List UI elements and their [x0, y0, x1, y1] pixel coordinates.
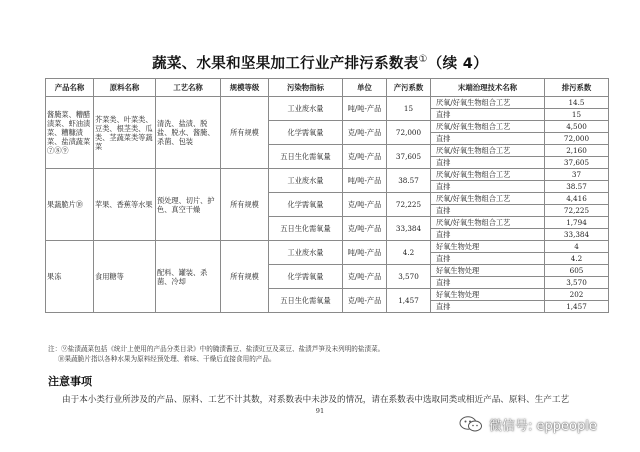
unit-cell: 克/吨-产品 — [343, 121, 387, 145]
discharge-coefficient-cell: 38.57 — [545, 181, 609, 193]
unit-cell: 克/吨-产品 — [343, 265, 387, 289]
generation-coefficient-cell: 1,457 — [387, 289, 431, 313]
treatment-tech-cell: 直排 — [431, 133, 545, 145]
treatment-tech-cell: 好氧生物处理 — [431, 265, 545, 277]
unit-cell: 克/吨-产品 — [343, 193, 387, 217]
treatment-tech-cell: 直排 — [431, 181, 545, 193]
indicator-cell: 化学需氧量 — [269, 121, 343, 145]
treatment-tech-cell: 厌氧/好氧生物组合工艺 — [431, 121, 545, 133]
scale-cell: 所有规模 — [221, 241, 269, 313]
unit-cell: 吨/吨-产品 — [343, 241, 387, 265]
generation-coefficient-cell: 72,225 — [387, 193, 431, 217]
wechat-icon — [459, 416, 483, 432]
indicator-cell: 五日生化需氧量 — [269, 289, 343, 313]
unit-cell: 吨/吨-产品 — [343, 169, 387, 193]
header-cell: 产污系数 — [387, 79, 431, 97]
treatment-tech-cell: 直排 — [431, 205, 545, 217]
table-row — [46, 169, 609, 181]
header-cell: 排污系数 — [545, 79, 609, 97]
discharge-coefficient-cell: 2,160 — [545, 145, 609, 157]
generation-coefficient-cell: 38.57 — [387, 169, 431, 193]
watermark — [459, 415, 597, 433]
discharge-coefficient-cell: 72,000 — [545, 133, 609, 145]
table-title: 蔬菜、水果和坚果加工行业产排污系数表①（续 4） — [152, 54, 488, 72]
page-number: 91 — [315, 407, 325, 415]
discharge-coefficient-cell: 1,457 — [545, 301, 609, 313]
unit-cell: 克/吨-产品 — [343, 289, 387, 313]
table-body — [46, 97, 609, 313]
product-name-cell: 酱腌菜、糟醋渍菜、虾油渍菜、糟糠渍菜、盐渍蔬菜⑦⑧⑨ — [46, 97, 94, 169]
scale-cell: 所有规模 — [221, 97, 269, 169]
header-cell: 产品名称 — [46, 79, 94, 97]
unit-cell: 吨/吨-产品 — [343, 97, 387, 121]
treatment-tech-cell: 直排 — [431, 253, 545, 265]
discharge-coefficient-cell: 33,384 — [545, 229, 609, 241]
table-row — [46, 97, 609, 109]
table-row — [46, 241, 609, 253]
watermark-text: 微信号: eppeople — [489, 418, 597, 434]
coefficient-table — [45, 78, 609, 313]
discharge-coefficient-cell: 605 — [545, 265, 609, 277]
treatment-tech-cell: 厌氧/好氧生物组合工艺 — [431, 145, 545, 157]
treatment-tech-cell: 厌氧/好氧生物组合工艺 — [431, 97, 545, 109]
product-name-cell: 果冻 — [46, 241, 94, 313]
generation-coefficient-cell: 15 — [387, 97, 431, 121]
header-cell: 末端治理技术名称 — [431, 79, 545, 97]
discharge-coefficient-cell: 15 — [545, 109, 609, 121]
indicator-cell: 工业废水量 — [269, 169, 343, 193]
indicator-cell: 工业废水量 — [269, 241, 343, 265]
unit-cell: 克/吨-产品 — [343, 217, 387, 241]
note-line: 注：⑨盐渍蔬菜包括《统计上使用的产品分类目录》中的腌渍酱豆、盐渍豇豆及菜豆、盐渍芦笋及未列明的盐渍菜。 — [48, 345, 385, 353]
indicator-cell: 五日生化需氧量 — [269, 217, 343, 241]
header-cell: 原料名称 — [94, 79, 156, 97]
generation-coefficient-cell: 37,605 — [387, 145, 431, 169]
generation-coefficient-cell: 33,384 — [387, 217, 431, 241]
header-cell: 规模等级 — [221, 79, 269, 97]
header-cell: 单位 — [343, 79, 387, 97]
header-row — [46, 79, 609, 97]
treatment-tech-cell: 直排 — [431, 229, 545, 241]
generation-coefficient-cell: 3,570 — [387, 265, 431, 289]
generation-coefficient-cell: 4.2 — [387, 241, 431, 265]
treatment-tech-cell: 直排 — [431, 277, 545, 289]
process-name-cell: 预处理、切片、护色、真空干燥 — [156, 169, 221, 241]
process-name-cell: 配料、罐装、杀菌、冷却 — [156, 241, 221, 313]
treatment-tech-cell: 厌氧/好氧生物组合工艺 — [431, 193, 545, 205]
header-cell: 工艺名称 — [156, 79, 221, 97]
discharge-coefficient-cell: 1,794 — [545, 217, 609, 229]
indicator-cell: 工业废水量 — [269, 97, 343, 121]
treatment-tech-cell: 厌氧/好氧生物组合工艺 — [431, 169, 545, 181]
process-name-cell: 清洗、盐渍、脱盐、脱水、酱腌、杀菌、包装 — [156, 97, 221, 169]
discharge-coefficient-cell: 37,605 — [545, 157, 609, 169]
discharge-coefficient-cell: 202 — [545, 289, 609, 301]
material-name-cell: 食用糖等 — [94, 241, 156, 313]
note-line: ⑩果蔬脆片指以各种水果为原料经预处理、着味、干燥后直接食用的产品。 — [58, 354, 276, 363]
treatment-tech-cell: 好氧生物处理 — [431, 241, 545, 253]
treatment-tech-cell: 厌氧/好氧生物组合工艺 — [431, 217, 545, 229]
discharge-coefficient-cell: 72,225 — [545, 205, 609, 217]
unit-cell: 克/吨-产品 — [343, 145, 387, 169]
scale-cell: 所有规模 — [221, 169, 269, 241]
discharge-coefficient-cell: 4,500 — [545, 121, 609, 133]
material-name-cell: 芥菜类、叶菜类、豆类、根茎类、瓜类、茎蔬菜类等蔬菜 — [94, 97, 156, 169]
discharge-coefficient-cell: 4.2 — [545, 253, 609, 265]
treatment-tech-cell: 直排 — [431, 157, 545, 169]
generation-coefficient-cell: 72,000 — [387, 121, 431, 145]
body-paragraph: 由于本小类行业所涉及的产品、原料、工艺不计其数，对系数表中未涉及的情况，请在系数表中选取同类或相近产品、原料、生产工艺 — [62, 395, 570, 405]
discharge-coefficient-cell: 14.5 — [545, 97, 609, 109]
product-name-cell: 果蔬脆片⑩ — [46, 169, 94, 241]
treatment-tech-cell: 直排 — [431, 301, 545, 313]
discharge-coefficient-cell: 4,416 — [545, 193, 609, 205]
material-name-cell: 苹果、香蕉等水果 — [94, 169, 156, 241]
treatment-tech-cell: 好氧生物处理 — [431, 289, 545, 301]
notes — [48, 345, 384, 364]
section-title: 注意事项 — [48, 375, 92, 388]
discharge-coefficient-cell: 4 — [545, 241, 609, 253]
indicator-cell: 化学需氧量 — [269, 265, 343, 289]
indicator-cell: 五日生化需氧量 — [269, 145, 343, 169]
discharge-coefficient-cell: 37 — [545, 169, 609, 181]
discharge-coefficient-cell: 3,570 — [545, 277, 609, 289]
indicator-cell: 化学需氧量 — [269, 193, 343, 217]
header-cell: 污染物指标 — [269, 79, 343, 97]
treatment-tech-cell: 直排 — [431, 109, 545, 121]
